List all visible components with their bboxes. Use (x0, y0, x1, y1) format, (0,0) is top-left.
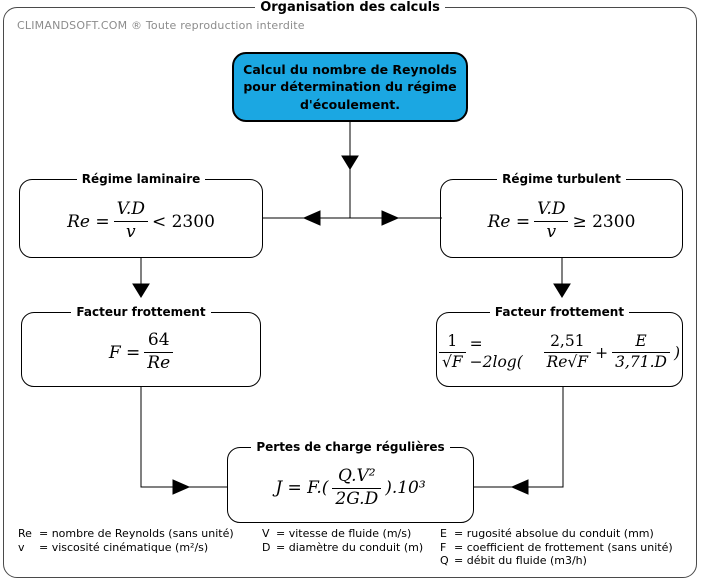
formula-rhs: ≥ 2300 (572, 211, 636, 232)
formula-plus: + (595, 343, 609, 362)
legend-column-1 (18, 527, 234, 554)
legend-text: = viscosité cinématique (m²/s) (39, 540, 209, 554)
box-facteur-frottement-turbulent-title: Facteur frottement (494, 305, 625, 319)
legend-row-e (440, 527, 673, 541)
fraction-numerator: 1 (439, 333, 466, 353)
fraction-denominator: v (125, 222, 136, 242)
formula-friction-laminar (22, 319, 260, 386)
formula-reynolds-turbulent (441, 186, 682, 257)
fraction-first (544, 333, 591, 372)
legend-symbol: D (262, 540, 271, 554)
legend-row-q (440, 554, 673, 568)
legend-symbol: F (440, 540, 447, 554)
fraction-lhs (439, 333, 466, 372)
legend-row-f (440, 541, 673, 555)
formula-reynolds-laminar (20, 186, 262, 257)
formula-colebrook (437, 319, 682, 386)
fraction (534, 200, 568, 242)
start-box (232, 52, 468, 122)
fraction-denominator: v (546, 222, 557, 242)
copyright-text: CLIMANDSOFT.COM ® Toute reproduction interdite (17, 19, 305, 32)
box-regime-laminaire-title: Régime laminaire (81, 172, 201, 186)
box-regime-turbulent-title: Régime turbulent (502, 172, 621, 186)
box-facteur-frottement-laminaire-title: Facteur frottement (76, 305, 206, 319)
fraction-denominator: Re (147, 353, 171, 373)
fraction-denominator: 2G.D (335, 488, 379, 509)
legend-text: = rugosité absolue du conduit (mm) (454, 527, 654, 540)
legend-text: = diamètre du conduit (m) (276, 540, 424, 554)
fraction-numerator: Q.V² (332, 467, 381, 489)
box-regime-turbulent (440, 172, 683, 258)
fraction (332, 467, 381, 509)
start-box-text: Calcul du nombre de Reynolds pour détermination du régime d'écoulement. (243, 61, 457, 112)
formula-mid: = −2log( (469, 334, 523, 371)
legend-symbol: Re (18, 527, 32, 540)
formula-pre: J = F.( (275, 478, 329, 498)
legend-text: = nombre de Reynolds (sans unité) (39, 527, 234, 540)
box-pertes-de-charge-title: Pertes de charge régulières (256, 440, 445, 454)
fraction-denominator: Re√F (546, 353, 589, 371)
box-facteur-frottement-turbulent (436, 305, 683, 387)
fraction-numerator: 2,51 (544, 333, 591, 353)
fraction-numerator: V.D (114, 200, 148, 222)
legend-column-3 (440, 527, 673, 568)
legend-symbol: E (440, 527, 447, 540)
box-facteur-frottement-laminaire (21, 305, 261, 387)
formula-lhs: Re = (487, 211, 531, 232)
legend-row-re (18, 527, 234, 541)
legend-symbol: Q (440, 554, 449, 567)
fraction-numerator: 64 (144, 331, 173, 353)
fraction-denominator: 3,71.D (615, 353, 667, 371)
fraction-numerator: V.D (534, 200, 568, 222)
formula-rhs: < 2300 (151, 211, 215, 232)
legend-text: = débit du fluide (m3/h) (454, 554, 587, 567)
box-pertes-de-charge (227, 440, 474, 523)
fraction (114, 200, 148, 242)
legend-row-v-nu (18, 541, 234, 555)
fraction-second (612, 333, 670, 372)
legend-column-2 (262, 527, 423, 554)
formula-lhs: F = (108, 342, 141, 363)
formula-pertes (228, 454, 473, 522)
fraction-numerator: E (612, 333, 670, 353)
formula-lhs: Re = (67, 211, 110, 232)
fraction-denominator: √F (442, 353, 463, 371)
legend-symbol: V (262, 527, 270, 540)
formula-post: ).10³ (385, 478, 426, 498)
legend-symbol: v (18, 540, 25, 554)
page-title: Organisation des calculs (260, 0, 440, 15)
fraction (144, 331, 173, 373)
box-regime-laminaire (19, 172, 263, 258)
formula-close: ) (673, 343, 680, 362)
legend-text: = coefficient de frottement (sans unité) (454, 540, 673, 554)
legend-row-d (262, 541, 423, 555)
legend-text: = vitesse de fluide (m/s) (276, 527, 412, 540)
legend-row-v (262, 527, 423, 541)
